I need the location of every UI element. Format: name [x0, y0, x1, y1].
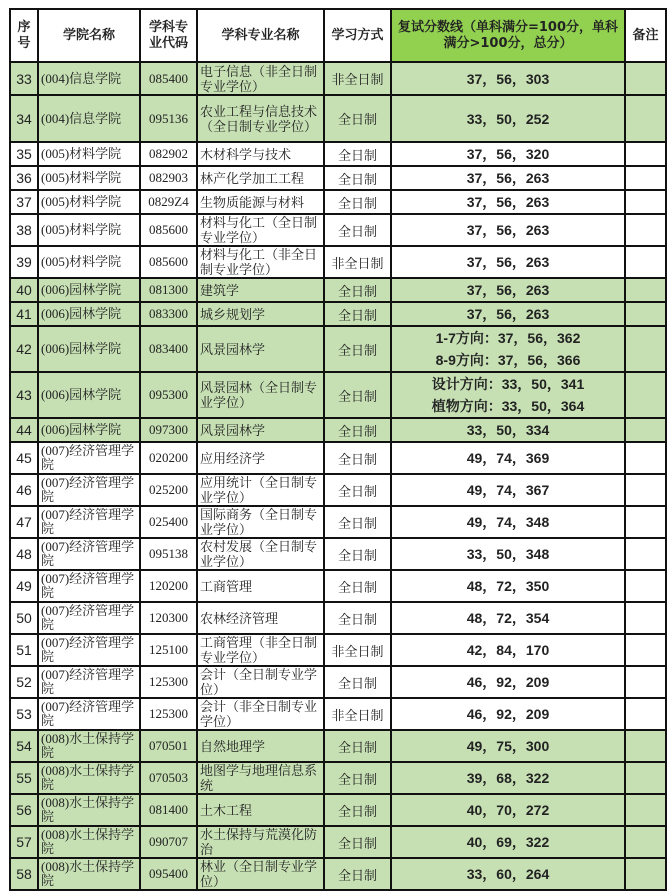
note: [625, 826, 666, 858]
row-no: 33: [10, 62, 38, 95]
major-name: 地图学与地理信息系统: [197, 762, 324, 794]
row-no: 56: [10, 794, 38, 826]
note: [625, 442, 666, 474]
table-row: [10, 506, 666, 538]
row-no: 53: [10, 698, 38, 730]
score-line: [391, 95, 625, 142]
score-value: 1-7方向：37，56，362: [435, 330, 581, 346]
row-no: 46: [10, 474, 38, 506]
note: [625, 666, 666, 698]
table-row: [10, 190, 666, 214]
note: [625, 95, 666, 142]
study-mode: 全日制: [324, 570, 391, 602]
major-name: 工商管理（非全日制专业学位）: [197, 634, 324, 666]
college-name: (007)经济管理学院: [38, 474, 140, 506]
study-mode: 全日制: [324, 538, 391, 570]
major-code: 125300: [140, 666, 197, 698]
score-line: [391, 634, 625, 666]
table-row: [10, 442, 666, 474]
note: [625, 326, 666, 372]
major-code: 020200: [140, 442, 197, 474]
major-name: 农林经济管理: [197, 602, 324, 634]
score-line: [391, 142, 625, 166]
score-value: 37，56，263: [466, 170, 550, 186]
major-code: 025200: [140, 474, 197, 506]
major-code: 090707: [140, 826, 197, 858]
major-code: 095300: [140, 372, 197, 418]
table-row: [10, 142, 666, 166]
major-code: 125300: [140, 698, 197, 730]
row-no: 48: [10, 538, 38, 570]
major-code: 083300: [140, 302, 197, 326]
note: [625, 794, 666, 826]
note: [625, 278, 666, 302]
college-name: (007)经济管理学院: [38, 506, 140, 538]
score-value: 设计方向：33，50，341: [431, 376, 585, 392]
row-no: 38: [10, 214, 38, 246]
major-code: 120200: [140, 570, 197, 602]
note: [625, 372, 666, 418]
study-mode: 全日制: [324, 142, 391, 166]
score-line: [391, 474, 625, 506]
college-name: (004)信息学院: [38, 95, 140, 142]
score-value: 37，56，303: [466, 70, 550, 87]
header-score: 复试分数线（单科满分=100分，单科满分>100分，总分）: [391, 9, 625, 62]
major-code: 025400: [140, 506, 197, 538]
major-name: 电子信息（非全日制专业学位）: [197, 62, 324, 95]
row-no: 37: [10, 190, 38, 214]
college-name: (008)水土保持学院: [38, 794, 140, 826]
college-name: (007)经济管理学院: [38, 602, 140, 634]
row-no: 39: [10, 246, 38, 278]
major-code: 085600: [140, 214, 197, 246]
table-row: [10, 634, 666, 666]
row-no: 54: [10, 730, 38, 762]
major-code: 083400: [140, 326, 197, 372]
score-line: [391, 418, 625, 442]
study-mode: 全日制: [324, 278, 391, 302]
major-name: 城乡规划学: [197, 302, 324, 326]
header-college: 学院名称: [38, 9, 140, 62]
score-value: 33，50，252: [466, 110, 550, 127]
note: [625, 730, 666, 762]
row-no: 44: [10, 418, 38, 442]
score-value: 49，74，369: [466, 450, 550, 466]
score-line: [391, 794, 625, 826]
major-code: 082903: [140, 166, 197, 190]
major-name: 农业工程与信息技术（全日制专业学位）: [197, 95, 324, 142]
score-value: 37，56，320: [466, 146, 550, 162]
row-no: 58: [10, 858, 38, 890]
note: [625, 166, 666, 190]
college-name: (007)经济管理学院: [38, 698, 140, 730]
major-name: 工商管理: [197, 570, 324, 602]
score-line: [391, 762, 625, 794]
study-mode: 全日制: [324, 730, 391, 762]
college-name: (006)园林学院: [38, 278, 140, 302]
study-mode: 全日制: [324, 826, 391, 858]
table-row: [10, 762, 666, 794]
row-no: 36: [10, 166, 38, 190]
score-value: 33，50，348: [466, 546, 550, 562]
study-mode: 非全日制: [324, 634, 391, 666]
note: [625, 62, 666, 95]
row-no: 43: [10, 372, 38, 418]
note: [625, 538, 666, 570]
note: [625, 570, 666, 602]
note: [625, 698, 666, 730]
major-code: 125100: [140, 634, 197, 666]
college-name: (005)材料学院: [38, 214, 140, 246]
major-code: 095400: [140, 858, 197, 890]
major-name: 应用统计（全日制专业学位）: [197, 474, 324, 506]
score-line: [391, 442, 625, 474]
major-code: 085600: [140, 246, 197, 278]
score-line: [391, 858, 625, 890]
table-row: [10, 278, 666, 302]
college-name: (004)信息学院: [38, 62, 140, 95]
score-value: 49，74，367: [466, 482, 550, 498]
major-code: 095138: [140, 538, 197, 570]
table-row: [10, 538, 666, 570]
score-value: 40，69，322: [466, 834, 550, 850]
table-row: [10, 858, 666, 890]
score-line: [391, 302, 625, 326]
score-value: 46，92，209: [466, 674, 550, 690]
header-major: 学科专业名称: [197, 9, 324, 62]
major-name: 农村发展（全日制专业学位）: [197, 538, 324, 570]
note: [625, 190, 666, 214]
major-code: 081300: [140, 278, 197, 302]
major-name: 国际商务（全日制专业学位）: [197, 506, 324, 538]
score-line: [391, 214, 625, 246]
study-mode: 非全日制: [324, 698, 391, 730]
major-code: 0829Z4: [140, 190, 197, 214]
score-value: 植物方向：33，50，364: [431, 398, 585, 414]
major-name: 木材科学与技术: [197, 142, 324, 166]
row-no: 35: [10, 142, 38, 166]
study-mode: 全日制: [324, 302, 391, 326]
row-no: 57: [10, 826, 38, 858]
score-value: 48，72，354: [466, 610, 550, 626]
note: [625, 506, 666, 538]
major-name: 林产化学加工工程: [197, 166, 324, 190]
score-value: 49，74，348: [466, 514, 550, 530]
college-name: (005)材料学院: [38, 166, 140, 190]
score-line: [391, 826, 625, 858]
note: [625, 214, 666, 246]
college-name: (007)经济管理学院: [38, 442, 140, 474]
row-no: 51: [10, 634, 38, 666]
score-value: 42，84，170: [466, 642, 550, 658]
score-line: [391, 372, 625, 418]
score-line: [391, 278, 625, 302]
study-mode: 非全日制: [324, 246, 391, 278]
table-row: [10, 730, 666, 762]
header-no: 序号: [10, 9, 38, 62]
note: [625, 634, 666, 666]
note: [625, 602, 666, 634]
score-value: 8-9方向：37，56，366: [435, 352, 581, 368]
score-line: [391, 602, 625, 634]
study-mode: 非全日制: [324, 62, 391, 95]
table-row: [10, 372, 666, 418]
college-name: (006)园林学院: [38, 326, 140, 372]
table-row: [10, 602, 666, 634]
study-mode: 全日制: [324, 666, 391, 698]
major-name: 会计（全日制专业学位）: [197, 666, 324, 698]
table-row: [10, 95, 666, 142]
score-table: [9, 8, 667, 891]
score-line: [391, 62, 625, 95]
study-mode: 全日制: [324, 602, 391, 634]
major-code: 070501: [140, 730, 197, 762]
study-mode: 全日制: [324, 372, 391, 418]
score-line: [391, 730, 625, 762]
study-mode: 全日制: [324, 762, 391, 794]
header-note: 备注: [625, 9, 666, 62]
college-name: (006)园林学院: [38, 302, 140, 326]
score-value: 33，50，334: [466, 422, 550, 438]
score-value: 37，56，263: [466, 282, 550, 298]
score-value: 48，72，350: [466, 578, 550, 594]
college-name: (007)经济管理学院: [38, 634, 140, 666]
college-name: (005)材料学院: [38, 142, 140, 166]
study-mode: 全日制: [324, 858, 391, 890]
study-mode: 全日制: [324, 95, 391, 142]
score-line: [391, 190, 625, 214]
row-no: 42: [10, 326, 38, 372]
study-mode: 全日制: [324, 442, 391, 474]
major-name: 风景园林学: [197, 326, 324, 372]
table-row: [10, 666, 666, 698]
college-name: (007)经济管理学院: [38, 538, 140, 570]
table-row: [10, 302, 666, 326]
row-no: 55: [10, 762, 38, 794]
college-name: (007)经济管理学院: [38, 666, 140, 698]
score-line: [391, 538, 625, 570]
study-mode: 全日制: [324, 506, 391, 538]
study-mode: 全日制: [324, 794, 391, 826]
table-row: [10, 698, 666, 730]
score-value: 39，68，322: [466, 770, 550, 786]
score-value: 37，56，263: [466, 194, 550, 210]
row-no: 40: [10, 278, 38, 302]
score-line: [391, 666, 625, 698]
college-name: (006)园林学院: [38, 372, 140, 418]
college-name: (008)水土保持学院: [38, 762, 140, 794]
table-row: [10, 326, 666, 372]
score-value: 49，75，300: [466, 738, 550, 754]
row-no: 47: [10, 506, 38, 538]
score-line: [391, 506, 625, 538]
row-no: 34: [10, 95, 38, 142]
major-code: 120300: [140, 602, 197, 634]
study-mode: 全日制: [324, 418, 391, 442]
study-mode: 全日制: [324, 214, 391, 246]
table-row: [10, 246, 666, 278]
college-name: (008)水土保持学院: [38, 858, 140, 890]
major-code: 097300: [140, 418, 197, 442]
note: [625, 246, 666, 278]
row-no: 52: [10, 666, 38, 698]
major-code: 082902: [140, 142, 197, 166]
major-name: 土木工程: [197, 794, 324, 826]
major-code: 081400: [140, 794, 197, 826]
table-row: [10, 474, 666, 506]
row-no: 41: [10, 302, 38, 326]
row-no: 45: [10, 442, 38, 474]
study-mode: 全日制: [324, 190, 391, 214]
college-name: (005)材料学院: [38, 190, 140, 214]
major-name: 风景园林学: [197, 418, 324, 442]
score-line: [391, 326, 625, 372]
score-value: 40，70，272: [466, 802, 550, 818]
table-row: [10, 794, 666, 826]
major-name: 会计（非全日制专业学位）: [197, 698, 324, 730]
table-row: [10, 826, 666, 858]
major-name: 自然地理学: [197, 730, 324, 762]
note: [625, 762, 666, 794]
college-name: (005)材料学院: [38, 246, 140, 278]
study-mode: 全日制: [324, 166, 391, 190]
college-name: (007)经济管理学院: [38, 570, 140, 602]
study-mode: 全日制: [324, 474, 391, 506]
major-name: 生物质能源与材料: [197, 190, 324, 214]
major-code: 070503: [140, 762, 197, 794]
major-name: 材料与化工（非全日制专业学位）: [197, 246, 324, 278]
note: [625, 302, 666, 326]
row-no: 49: [10, 570, 38, 602]
score-line: [391, 166, 625, 190]
score-line: [391, 246, 625, 278]
major-name: 林业（全日制专业学位）: [197, 858, 324, 890]
score-value: 37，56，263: [466, 222, 550, 238]
major-code: 095136: [140, 95, 197, 142]
table-row: [10, 214, 666, 246]
major-code: 085400: [140, 62, 197, 95]
header-code: 学科专业代码: [140, 9, 197, 62]
score-line: [391, 698, 625, 730]
score-value: 37，56，263: [466, 254, 550, 270]
row-no: 50: [10, 602, 38, 634]
score-value: 33，60，264: [466, 866, 550, 882]
table-row: [10, 570, 666, 602]
major-name: 建筑学: [197, 278, 324, 302]
college-name: (006)园林学院: [38, 418, 140, 442]
header-row: [10, 9, 666, 62]
score-value: 46，92，209: [466, 706, 550, 722]
major-name: 风景园林（全日制专业学位）: [197, 372, 324, 418]
score-value: 37，56，263: [466, 306, 550, 322]
note: [625, 142, 666, 166]
table-row: [10, 62, 666, 95]
college-name: (008)水土保持学院: [38, 730, 140, 762]
college-name: (008)水土保持学院: [38, 826, 140, 858]
table-row: [10, 418, 666, 442]
study-mode: 全日制: [324, 326, 391, 372]
note: [625, 418, 666, 442]
header-mode: 学习方式: [324, 9, 391, 62]
score-line: [391, 570, 625, 602]
note: [625, 474, 666, 506]
table-row: [10, 166, 666, 190]
note: [625, 858, 666, 890]
major-name: 应用经济学: [197, 442, 324, 474]
major-name: 材料与化工（全日制专业学位）: [197, 214, 324, 246]
major-name: 水土保持与荒漠化防治: [197, 826, 324, 858]
